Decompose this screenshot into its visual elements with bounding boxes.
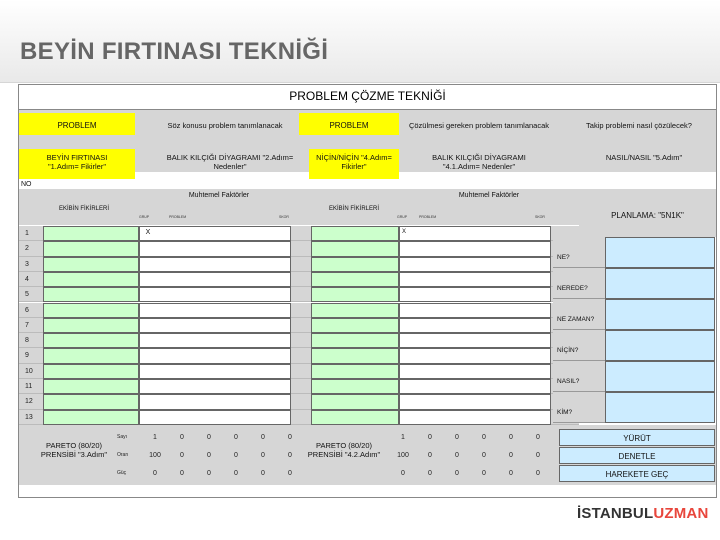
left-group-col: GRUP: [139, 215, 150, 219]
right-idea-cell: [311, 333, 399, 348]
right-idea-cell: [311, 226, 399, 241]
left-score-col: SKOR: [279, 215, 289, 219]
right-mark: X: [401, 229, 406, 235]
brand-part-1: İSTANBUL: [577, 505, 654, 522]
question-cell: [553, 299, 605, 330]
left-pareto-value: 0: [207, 434, 211, 441]
row-number: 11: [25, 383, 33, 390]
right-idea-cell: [311, 379, 399, 394]
row-number: 6: [25, 306, 29, 314]
right-idea-cell: [311, 364, 399, 379]
right-score-cell: [399, 318, 551, 333]
right-score-cell: [399, 333, 551, 348]
row-number: 4: [25, 275, 29, 283]
fishbone-step-right: BALIK KILÇIĞI DİYAGRAMI "4.1.Adım= Nedenler": [432, 153, 526, 172]
planning-label: PLANLAMA: "5N1K": [611, 211, 684, 220]
question-label: NEREDE?: [557, 285, 588, 292]
pareto-row-label: Güç: [117, 470, 127, 476]
right-pareto: PARETO (80/20) PRENSİBİ "4.2.Adım": [307, 441, 381, 460]
left-idea-cell: [43, 241, 139, 256]
right-pareto-value: 0: [482, 470, 486, 477]
row-number: 13: [25, 413, 33, 421]
left-idea-cell: [43, 333, 139, 348]
left-idea-cell: [43, 318, 139, 333]
right-score-cell: [399, 241, 551, 256]
slide-title: BEYİN FIRTINASI TEKNİĞİ: [20, 38, 329, 65]
why-step: NİÇİN/NİÇİN "4.Adım= Fikirler": [309, 149, 399, 179]
left-score-cell: [139, 272, 291, 287]
right-idea-cell: [311, 272, 399, 287]
left-idea-cell: [43, 287, 139, 302]
right-score-cell: [399, 287, 551, 302]
left-pareto-value: 0: [288, 452, 292, 459]
right-score-cell: [399, 226, 551, 241]
right-score-cell: [399, 379, 551, 394]
no-label: NO: [21, 181, 32, 188]
right-pareto-value: 0: [509, 434, 513, 441]
right-pareto-value: 0: [455, 452, 459, 459]
left-pareto-value: 0: [234, 434, 238, 441]
fishbone-step-left: BALIK KILÇIĞI DİYAGRAMI "2.Adım= Nedenler": [166, 153, 294, 172]
question-answer-cell: [605, 237, 715, 268]
action-cell: YÜRÜT: [559, 429, 715, 446]
left-pareto-value: 0: [207, 452, 211, 459]
left-pareto-value: 0: [180, 434, 184, 441]
row-number: 1: [25, 230, 29, 237]
left-idea-cell: [43, 410, 139, 425]
question-label: NE ZAMAN?: [557, 316, 595, 323]
row-number: 7: [25, 321, 29, 329]
row-number: 5: [25, 291, 29, 299]
brainstorm-step: BEYİN FIRTINASI "1.Adım= Fikirler": [19, 149, 135, 179]
left-pareto-value: 0: [288, 434, 292, 441]
right-group-col: GRUP: [397, 215, 408, 219]
action-cell: DENETLE: [559, 447, 715, 464]
problem-solving-table: [18, 84, 717, 498]
right-score-cell: [399, 303, 551, 318]
brand-logo: [577, 505, 708, 522]
left-possible-factors: Muhtemel Faktörler: [188, 192, 250, 199]
right-score-cell: [399, 272, 551, 287]
left-pareto-value: 100: [149, 452, 161, 459]
row-number: 2: [25, 245, 29, 253]
left-idea-cell: [43, 394, 139, 409]
left-score-cell: [139, 318, 291, 333]
left-idea-cell: [43, 272, 139, 287]
right-pareto-value: 0: [509, 470, 513, 477]
right-pareto-value: 0: [455, 434, 459, 441]
left-pareto: PARETO (80/20) PRENSİBİ "3.Adım": [40, 441, 108, 460]
left-pareto-value: 0: [261, 434, 265, 441]
left-pareto-value: 0: [234, 470, 238, 477]
question-cell: [553, 361, 605, 392]
left-pareto-value: 0: [288, 470, 292, 477]
right-idea-cell: [311, 318, 399, 333]
question-cell: [553, 268, 605, 299]
right-idea-cell: [311, 257, 399, 272]
row-number: 12: [25, 398, 33, 406]
left-score-cell: [139, 394, 291, 409]
right-idea-cell: [311, 303, 399, 318]
row-number: 3: [25, 260, 29, 268]
right-team-ideas: EKİBİN FİKİRLERİ: [328, 206, 379, 212]
question-label: KİM?: [557, 409, 573, 416]
left-pareto-value: 0: [207, 470, 211, 477]
left-score-cell: [139, 241, 291, 256]
right-problem-col: PROBLEM: [419, 215, 437, 219]
left-pareto-value: 0: [153, 470, 157, 477]
action-cell: HAREKETE GEÇ: [559, 465, 715, 482]
right-pareto-value: 0: [536, 470, 540, 477]
left-pareto-value: 0: [234, 452, 238, 459]
pareto-row-label: Sayı: [117, 434, 128, 440]
follow-question: Takip problemi nasıl çözülecek?: [586, 121, 692, 130]
right-pareto-value: 0: [536, 452, 540, 459]
question-cell: [553, 392, 605, 423]
question-cell: [553, 330, 605, 361]
left-idea-cell: [43, 348, 139, 363]
right-possible-factors: Muhtemel Faktörler: [458, 192, 520, 199]
question-answer-cell: [605, 392, 715, 423]
brand-part-2: UZMAN: [653, 505, 709, 522]
left-team-ideas: EKİBİN FİKİRLERİ: [58, 206, 109, 212]
right-pareto-value: 0: [482, 434, 486, 441]
row-number: 10: [25, 367, 33, 375]
left-problem-label: PROBLEM: [19, 113, 135, 135]
right-pareto-value: 100: [397, 452, 409, 459]
right-idea-cell: [311, 348, 399, 363]
right-pareto-value: 1: [401, 434, 405, 441]
right-score-cell: [399, 410, 551, 425]
right-score-col: SKOR: [535, 215, 545, 219]
right-pareto-value: 0: [428, 434, 432, 441]
left-score-cell: [139, 333, 291, 348]
right-score-cell: [399, 364, 551, 379]
question-label: NASIL?: [557, 378, 580, 385]
right-idea-cell: [311, 394, 399, 409]
left-score-cell: [139, 226, 291, 241]
right-pareto-value: 0: [509, 452, 513, 459]
question-answer-cell: [605, 268, 715, 299]
left-idea-cell: [43, 257, 139, 272]
right-idea-cell: [311, 410, 399, 425]
left-score-cell: [139, 379, 291, 394]
how-step: NASIL/NASIL "5.Adım": [605, 153, 683, 162]
right-score-cell: [399, 257, 551, 272]
right-score-cell: [399, 348, 551, 363]
right-pareto-value: 0: [428, 470, 432, 477]
left-idea-cell: [43, 303, 139, 318]
table-title: PROBLEM ÇÖZME TEKNİĞİ: [289, 89, 446, 103]
left-pareto-value: 0: [180, 470, 184, 477]
left-score-cell: [139, 410, 291, 425]
question-answer-cell: [605, 361, 715, 392]
left-idea-cell: [43, 379, 139, 394]
left-score-cell: [139, 364, 291, 379]
left-score-cell: [139, 303, 291, 318]
question-answer-cell: [605, 299, 715, 330]
right-pareto-value: 0: [428, 452, 432, 459]
row-number: 9: [25, 352, 29, 360]
row-number: 8: [25, 337, 29, 345]
right-pareto-value: 0: [482, 452, 486, 459]
right-problem-description: Çözülmesi gereken problem tanımlanacak: [408, 121, 550, 130]
left-pareto-value: 1: [153, 434, 157, 441]
left-pareto-value: 0: [261, 470, 265, 477]
right-idea-cell: [311, 241, 399, 256]
right-score-cell: [399, 394, 551, 409]
right-idea-cell: [311, 287, 399, 302]
left-problem-description: Söz konusu problem tanımlanacak: [167, 121, 283, 130]
left-pareto-value: 0: [180, 452, 184, 459]
left-pareto-value: 0: [261, 452, 265, 459]
question-cell: [553, 237, 605, 268]
question-label: NE?: [557, 254, 570, 261]
left-idea-cell: [43, 226, 139, 241]
question-answer-cell: [605, 330, 715, 361]
right-problem-label: PROBLEM: [299, 113, 399, 135]
left-problem-col: PROBLEM: [169, 215, 187, 219]
left-score-cell: [139, 287, 291, 302]
question-label: NİÇİN?: [557, 347, 579, 354]
left-score-cell: [139, 348, 291, 363]
pareto-row-label: Oran: [117, 452, 129, 458]
left-idea-cell: [43, 364, 139, 379]
right-pareto-value: 0: [401, 470, 405, 477]
right-pareto-value: 0: [536, 434, 540, 441]
left-mark: X: [145, 229, 151, 236]
right-pareto-value: 0: [455, 470, 459, 477]
left-score-cell: [139, 257, 291, 272]
